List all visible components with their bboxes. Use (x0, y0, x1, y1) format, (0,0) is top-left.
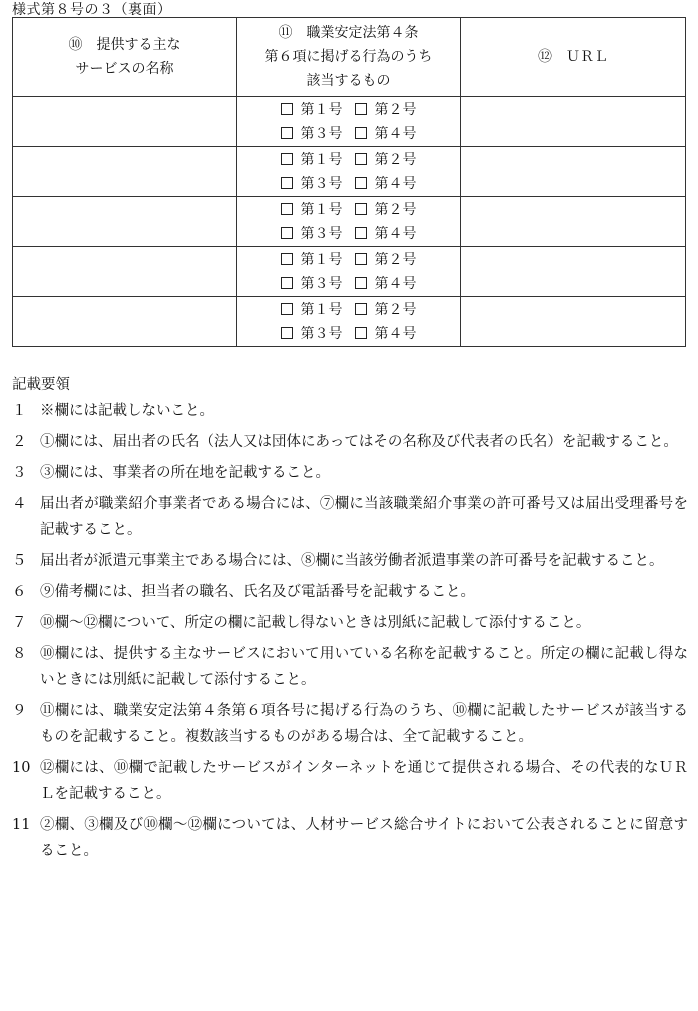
table-row (13, 297, 686, 347)
checkbox-icon[interactable] (281, 253, 293, 265)
activity-checkbox-cell (237, 147, 461, 197)
activity-option[interactable] (355, 222, 417, 246)
instruction-number: ３ (12, 465, 27, 481)
instruction-item (12, 698, 688, 750)
table-row (13, 247, 686, 297)
instruction-item (12, 548, 688, 574)
checkbox-line (237, 122, 460, 146)
checkbox-line (237, 148, 460, 172)
activity-option[interactable] (281, 298, 343, 322)
checkbox-line (237, 172, 460, 196)
activity-option[interactable] (281, 272, 343, 296)
instruction-item (12, 755, 688, 807)
instruction-text: ⑪欄には、職業安定法第４条第６項各号に掲げる行為のうち、⑩欄に記載したサービスが該当するものを記載すること。複数該当するものがある場合は、全て記載すること。 (40, 703, 688, 745)
checkbox-icon[interactable] (355, 277, 367, 289)
activity-checkbox-cell (237, 97, 461, 147)
activity-option-label: 第３号 (300, 225, 343, 242)
activity-option-label: 第３号 (300, 125, 343, 142)
checkbox-icon[interactable] (281, 127, 293, 139)
checkbox-icon[interactable] (355, 327, 367, 339)
activity-option[interactable] (281, 172, 343, 196)
table-row (13, 197, 686, 247)
header-activity-line3: 該当するもの (306, 73, 391, 89)
instruction-number: ２ (12, 434, 27, 450)
table-header-row (13, 18, 686, 97)
activity-option[interactable] (281, 248, 343, 272)
activity-option[interactable] (355, 298, 417, 322)
instruction-number: ８ (12, 646, 27, 662)
instruction-number: １ (12, 403, 27, 419)
instruction-item (12, 610, 688, 636)
url-cell[interactable] (461, 97, 686, 147)
services-table (12, 17, 686, 347)
service-name-cell[interactable] (13, 247, 237, 297)
activity-option[interactable] (281, 222, 343, 246)
activity-option[interactable] (355, 198, 417, 222)
checkbox-line (237, 322, 460, 346)
activity-option-label: 第２号 (374, 201, 417, 218)
activity-option-label: 第２号 (374, 251, 417, 268)
checkbox-line (237, 272, 460, 296)
instruction-item (12, 460, 688, 486)
checkbox-icon[interactable] (355, 253, 367, 265)
checkbox-line (237, 222, 460, 246)
checkbox-icon[interactable] (355, 127, 367, 139)
checkbox-icon[interactable] (355, 227, 367, 239)
checkbox-line (237, 248, 460, 272)
instructions-list (12, 398, 688, 864)
service-name-cell[interactable] (13, 97, 237, 147)
url-cell[interactable] (461, 147, 686, 197)
activity-option[interactable] (355, 98, 417, 122)
checkbox-icon[interactable] (281, 203, 293, 215)
header-activity-line1: ⑪ 職業安定法第４条 (278, 25, 419, 41)
instruction-item (12, 579, 688, 605)
activity-option-label: 第１号 (300, 301, 343, 318)
activity-option[interactable] (355, 322, 417, 346)
instruction-item (12, 429, 688, 455)
instruction-text: ⑫欄には、⑩欄で記載したサービスがインターネットを通じて提供される場合、その代表的なＵＲＬを記載すること。 (40, 760, 688, 802)
activity-option-label: 第４号 (374, 175, 417, 192)
activity-option[interactable] (355, 272, 417, 296)
activity-option-label: 第１号 (300, 201, 343, 218)
instruction-item (12, 812, 688, 864)
activity-option[interactable] (355, 122, 417, 146)
header-url-label: ⑫ ＵＲＬ (538, 49, 608, 65)
activity-option-label: 第２号 (374, 101, 417, 118)
instruction-text: ⑨備考欄には、担当者の職名、氏名及び電話番号を記載すること。 (40, 584, 475, 600)
form-title: 様式第８号の３（裏面） (12, 2, 172, 18)
activity-option[interactable] (281, 148, 343, 172)
instruction-number: ４ (12, 496, 27, 512)
url-cell[interactable] (461, 297, 686, 347)
activity-option-label: 第２号 (374, 301, 417, 318)
checkbox-line (237, 298, 460, 322)
header-service-name (13, 18, 237, 97)
activity-option[interactable] (281, 322, 343, 346)
checkbox-icon[interactable] (281, 103, 293, 115)
header-activity-line2: 第６項に掲げる行為のうち (264, 49, 433, 65)
instruction-text: ①欄には、届出者の氏名（法人又は団体にあってはその名称及び代表者の氏名）を記載すること。 (40, 434, 678, 450)
instruction-number: ６ (12, 584, 27, 600)
instruction-item (12, 398, 688, 424)
activity-option[interactable] (281, 198, 343, 222)
checkbox-line (237, 198, 460, 222)
activity-option-label: 第４号 (374, 325, 417, 342)
header-activity (237, 18, 461, 97)
activity-option-label: 第３号 (300, 275, 343, 292)
instructions-heading: 記載要領 (12, 377, 70, 393)
checkbox-icon[interactable] (355, 153, 367, 165)
service-name-cell[interactable] (13, 197, 237, 247)
instructions (12, 374, 688, 869)
table-row (13, 147, 686, 197)
checkbox-icon[interactable] (281, 227, 293, 239)
instruction-text: ⑩欄～⑫欄について、所定の欄に記載し得ないときは別紙に記載して添付すること。 (40, 615, 591, 631)
checkbox-icon[interactable] (281, 277, 293, 289)
activity-option-label: 第１号 (300, 251, 343, 268)
url-cell[interactable] (461, 247, 686, 297)
activity-option-label: 第３号 (300, 325, 343, 342)
activity-option[interactable] (281, 122, 343, 146)
checkbox-icon[interactable] (355, 103, 367, 115)
activity-checkbox-cell (237, 247, 461, 297)
checkbox-icon[interactable] (281, 327, 293, 339)
instruction-text: ⑩欄には、提供する主なサービスにおいて用いている名称を記載すること。所定の欄に記載し得ないときには別紙に記載して添付すること。 (40, 646, 688, 688)
checkbox-icon[interactable] (281, 153, 293, 165)
instruction-number: ５ (12, 553, 27, 569)
instruction-text: ※欄には記載しないこと。 (40, 403, 214, 419)
checkbox-icon[interactable] (355, 177, 367, 189)
instruction-item (12, 641, 688, 693)
activity-option-label: 第１号 (300, 101, 343, 118)
instruction-text: ②欄、③欄及び⑩欄～⑫欄については、人材サービス総合サイトにおいて公表されることに留意すること。 (40, 817, 688, 859)
activity-option-label: 第３号 (300, 175, 343, 192)
header-url (461, 18, 686, 97)
table-row (13, 97, 686, 147)
activity-option[interactable] (355, 148, 417, 172)
checkbox-icon[interactable] (281, 303, 293, 315)
instruction-text: 届出者が職業紹介事業者である場合には、⑦欄に当該職業紹介事業の許可番号又は届出受理番号を記載すること。 (40, 496, 688, 538)
checkbox-icon[interactable] (355, 303, 367, 315)
checkbox-icon[interactable] (281, 177, 293, 189)
activity-option-label: 第２号 (374, 151, 417, 168)
activity-checkbox-cell (237, 297, 461, 347)
service-name-cell[interactable] (13, 147, 237, 197)
instruction-number: ９ (12, 703, 27, 719)
header-service-name-line2: サービスの名称 (75, 61, 174, 77)
activity-option-label: 第１号 (300, 151, 343, 168)
instruction-number: 11 (12, 817, 31, 833)
service-name-cell[interactable] (13, 297, 237, 347)
instruction-number: 10 (12, 760, 31, 776)
instruction-text: 届出者が派遣元事業主である場合には、⑧欄に当該労働者派遣事業の許可番号を記載すること。 (40, 553, 664, 569)
activity-option-label: 第４号 (374, 125, 417, 142)
activity-option[interactable] (355, 172, 417, 196)
activity-option[interactable] (355, 248, 417, 272)
activity-option-label: 第４号 (374, 225, 417, 242)
activity-option-label: 第４号 (374, 275, 417, 292)
url-cell[interactable] (461, 197, 686, 247)
instruction-text: ③欄には、事業者の所在地を記載すること。 (40, 465, 330, 481)
activity-option[interactable] (281, 98, 343, 122)
instruction-number: ７ (12, 615, 27, 631)
instruction-item (12, 491, 688, 543)
checkbox-icon[interactable] (355, 203, 367, 215)
header-service-name-line1: ⑩ 提供する主な (68, 37, 181, 53)
activity-checkbox-cell (237, 197, 461, 247)
checkbox-line (237, 98, 460, 122)
